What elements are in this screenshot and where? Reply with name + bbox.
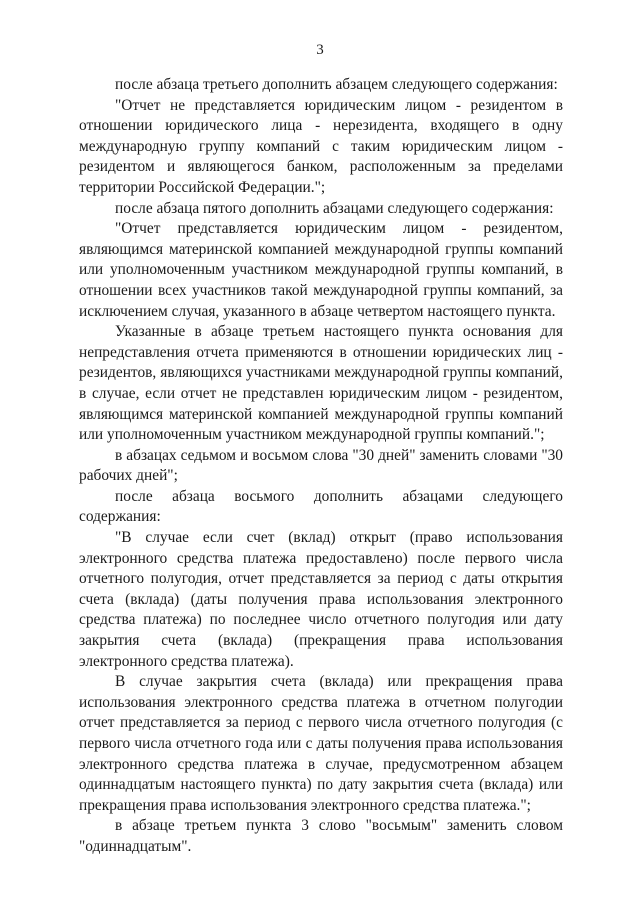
paragraph-4: "Отчет представляется юридическим лицом - резидентом, являющимся материнской компанией международной группы компаний или уполномоченным участником международной группы компаний, в отношении всех участников такой международной группы компаний, за исключением случая, указанного в абзаце четвертом настоящего пункта.	[79, 220, 563, 320]
page-number: 3	[316, 42, 324, 58]
paragraph-7: после абзаца восьмого дополнить абзацами следующего содержания:	[79, 487, 563, 526]
paragraph-9: В случае закрытия счета (вклада) или прекращения права использования электронного средства платежа в отчетном полугодии отчет представляется за период с первого числа отчетного полугодия (с первого числа отчетного года или с даты получения права использования электронного средства платежа в случае, предусмотренном абзацем одиннадцатым настоящего пункта) по дату закрытия счета (вклада) или прекращения права использования электронного средства платежа.";	[79, 673, 563, 814]
paragraph-10: в абзаце третьем пункта 3 слово "восьмым" заменить словом "одиннадцатым".	[79, 817, 563, 855]
document-body	[79, 75, 563, 858]
paragraph-1: после абзаца третьего дополнить абзацем следующего содержания:	[115, 76, 558, 93]
paragraph-5: Указанные в абзаце третьем настоящего пункта основания для непредставления отчета применяются в отношении юридических лиц - резидентов, являющихся участниками международной группы компаний, в случае, если отчет не представлен юридическим лицом - резидентом, являющимся материнской компанией международной группы компаний или уполномоченным участником международной группы компаний.";	[79, 323, 563, 444]
paragraph-8: "В случае если счет (вклад) открыт (право использования электронного средства платежа предоставлено) после первого числа отчетного полугодия, отчет представляется за период с даты открытия счета (вклада) (даты получения права использования электронного средства платежа) по последнее число отчетного полугодия или дату закрытия счета (вклада) (прекращения права использования электронного средства платежа).	[79, 529, 563, 670]
paragraph-2: "Отчет не представляется юридическим лицом - резидентом в отношении юридического лица - нерезидента, входящего в одну международную группу компаний с таким юридическим лицом - резидентом и являющегося банком, расположенным за пределами территории Российской Федерации.";	[79, 96, 563, 196]
paragraph-6: в абзацах седьмом и восьмом слова "30 дней" заменить словами "30 рабочих дней";	[79, 446, 563, 485]
paragraph-3: после абзаца пятого дополнить абзацами следующего содержания:	[115, 199, 554, 217]
